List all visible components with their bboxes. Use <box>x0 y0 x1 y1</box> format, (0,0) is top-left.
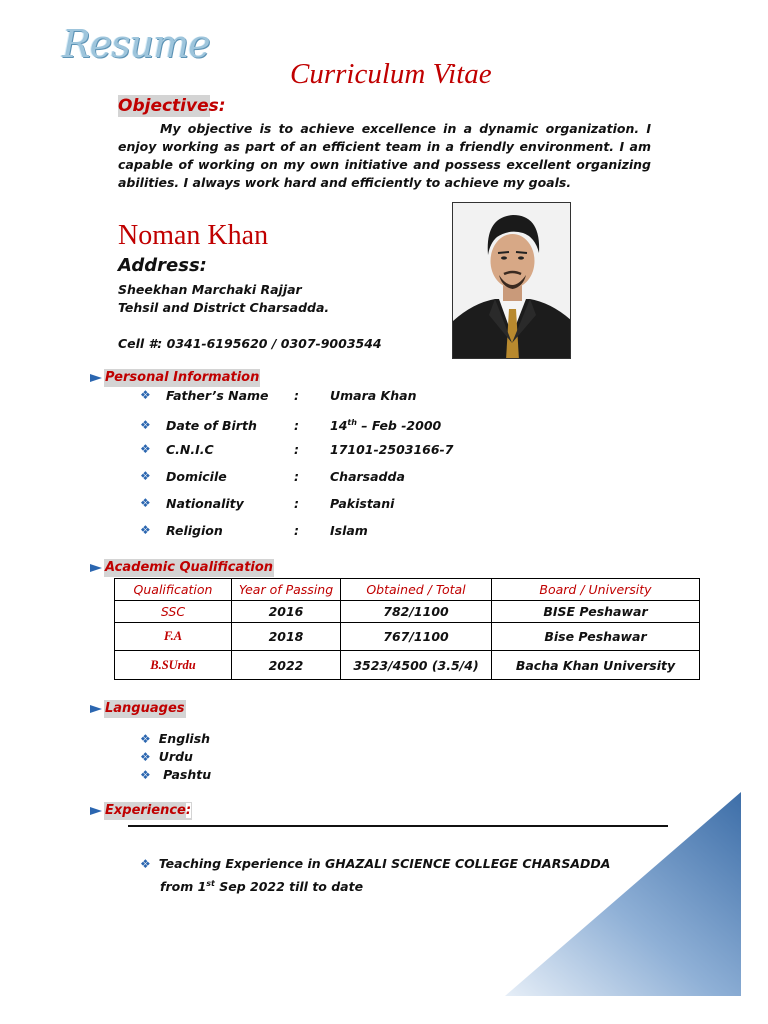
diamond-bullet-icon: ❖ <box>140 768 151 782</box>
personal-info-heading-label: Personal Information <box>105 370 260 385</box>
table-row <box>115 651 700 680</box>
experience-text: Teaching Experience in GHAZALI SCIENCE COLLEGE CHARSADDA <box>158 856 611 871</box>
academic-table <box>114 578 700 680</box>
table-cell: BISE Peshawar <box>492 601 700 623</box>
dob-day-suffix: th <box>347 418 357 427</box>
section-arrow-icon <box>90 705 102 713</box>
address-line-1: Sheekhan Marchaki Rajjar <box>118 282 302 297</box>
table-cell: 2016 <box>232 601 341 623</box>
info-value: Umara Khan <box>330 388 417 403</box>
objectives-heading: Objectives: <box>118 96 226 116</box>
table-cell: F.A <box>115 623 232 651</box>
diamond-bullet-icon: ❖ <box>140 388 151 402</box>
diamond-bullet-icon: ❖ <box>140 496 151 510</box>
table-cell: SSC <box>115 601 232 623</box>
info-separator: : <box>294 523 299 538</box>
info-value: Charsadda <box>330 469 405 484</box>
experience-heading-text: Experience <box>105 803 186 818</box>
column-header: Year of Passing <box>232 579 341 601</box>
table-cell: 3523/4500 (3.5/4) <box>341 651 492 680</box>
info-value <box>330 418 441 433</box>
diamond-bullet-icon: ❖ <box>140 523 151 537</box>
objectives-text: My objective is to achieve excellence in a dynamic organization. I enjoy working as part of an efficient team in a friendly environment. I am capable of working on my own initiative and possess excellent organizing abilities. I always work hard and efficiently to achieve my goals. <box>118 121 651 190</box>
info-label: Religion <box>166 523 223 538</box>
language-item <box>140 731 210 748</box>
language-label: Urdu <box>158 749 193 764</box>
table-cell: Bise Peshawar <box>492 623 700 651</box>
table-cell: 782/1100 <box>341 601 492 623</box>
language-item <box>140 749 193 766</box>
languages-heading-label: Languages <box>105 701 185 716</box>
column-header: Board / University <box>492 579 700 601</box>
table-header-row <box>115 579 700 601</box>
portrait-image <box>453 203 571 359</box>
info-value: 17101-2503166-7 <box>330 442 454 457</box>
table-cell: B.SUrdu <box>115 651 232 680</box>
experience-date-sup: st <box>206 879 215 888</box>
info-value: Islam <box>330 523 368 538</box>
info-label: Father’s Name <box>166 388 269 403</box>
experience-heading-label <box>104 802 192 820</box>
diamond-bullet-icon: ❖ <box>140 418 151 432</box>
table-cell: 2018 <box>232 623 341 651</box>
experience-heading-colon: : <box>185 803 192 818</box>
experience-date-pre: from 1 <box>160 879 207 895</box>
info-value: Pakistani <box>330 496 395 511</box>
diamond-bullet-icon: ❖ <box>140 469 151 483</box>
diamond-bullet-icon: ❖ <box>140 732 151 746</box>
section-arrow-icon <box>90 564 102 572</box>
decorative-corner-triangle <box>505 792 741 996</box>
table-cell: 2022 <box>232 651 341 680</box>
column-header: Qualification <box>115 579 232 601</box>
address-heading: Address: <box>118 255 207 276</box>
profile-photo <box>452 202 571 359</box>
table-row <box>115 623 700 651</box>
language-label: Pashtu <box>158 767 212 782</box>
info-label: Date of Birth <box>166 418 257 433</box>
experience-date-post: Sep 2022 till to date <box>214 879 364 895</box>
column-header: Obtained / Total <box>341 579 492 601</box>
info-separator: : <box>294 442 299 457</box>
table-cell: Bacha Khan University <box>492 651 700 680</box>
candidate-name: Noman Khan <box>118 220 269 251</box>
language-item <box>140 767 211 784</box>
info-label: Domicile <box>166 469 227 484</box>
dob-day: 14 <box>330 418 348 434</box>
info-label: Nationality <box>166 496 244 511</box>
info-label: C.N.I.C <box>166 442 214 457</box>
info-separator: : <box>294 388 299 403</box>
info-separator: : <box>294 418 299 433</box>
resume-logo: Resume <box>62 22 210 66</box>
academic-heading-label: Academic Qualification <box>105 560 274 575</box>
dob-rest: – Feb -2000 <box>356 418 442 434</box>
page-title: Curriculum Vitae <box>290 58 492 90</box>
language-label: English <box>158 731 211 746</box>
diamond-bullet-icon: ❖ <box>140 442 151 456</box>
cell-number: Cell #: 0341-6195620 / 0307-9003544 <box>118 336 382 351</box>
table-cell: 767/1100 <box>341 623 492 651</box>
section-arrow-icon <box>90 374 102 382</box>
info-separator: : <box>294 469 299 484</box>
address-line-2: Tehsil and District Charsadda. <box>118 300 330 315</box>
info-separator: : <box>294 496 299 511</box>
diamond-bullet-icon: ❖ <box>140 750 151 764</box>
table-row <box>115 601 700 623</box>
section-arrow-icon <box>90 807 102 815</box>
diamond-bullet-icon: ❖ <box>140 857 151 871</box>
